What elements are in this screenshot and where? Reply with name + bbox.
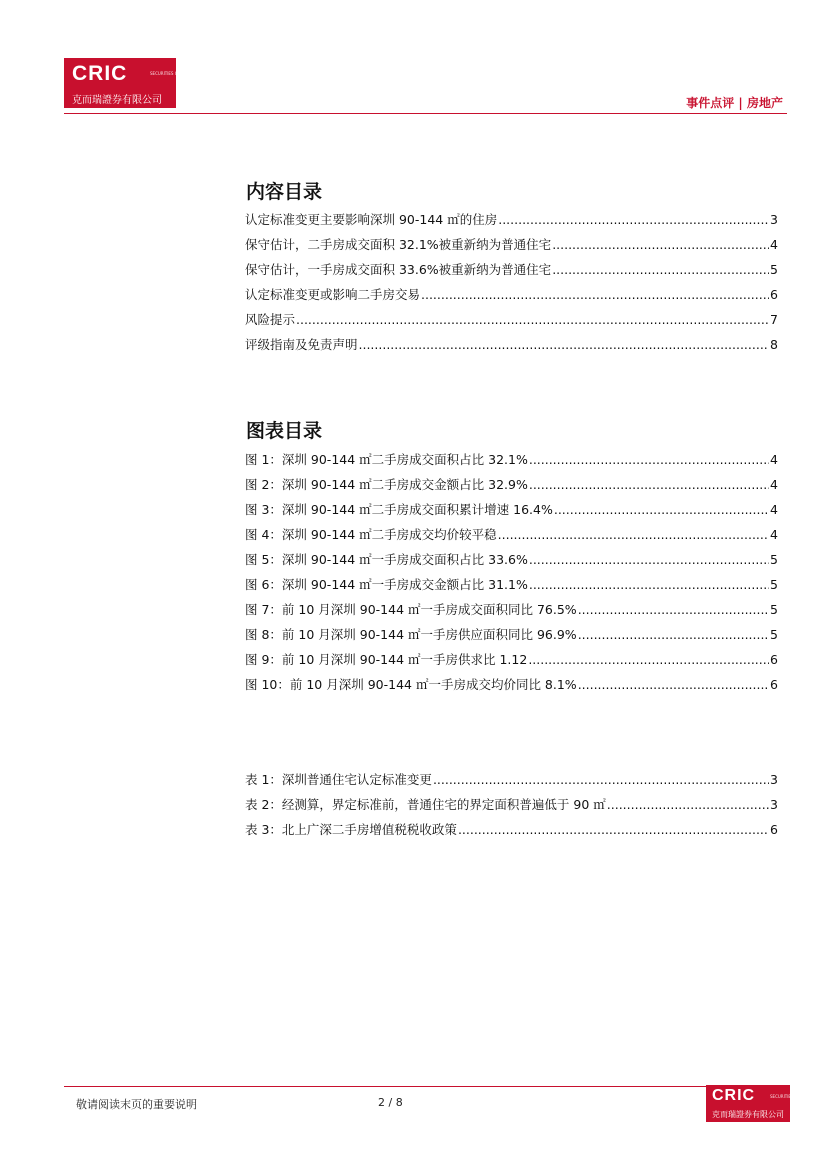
logo-subtext-en: SECURITIES CO.,LTD [150, 71, 191, 76]
figure-item-page: 5 [770, 627, 778, 642]
leader-dots [578, 602, 769, 617]
company-logo-footer [706, 1085, 811, 1122]
leader-dots [296, 312, 769, 327]
logo-text: CRIC [72, 62, 128, 85]
figure-item-page: 4 [770, 452, 778, 467]
toc-item[interactable] [245, 235, 778, 260]
leader-dots [433, 772, 769, 787]
figure-item[interactable] [245, 600, 778, 625]
figure-item-label: 图 7：前 10 月深圳 90-144 ㎡一手房成交面积同比 76.5% [245, 602, 577, 617]
figure-item[interactable] [245, 675, 778, 700]
leader-dots [529, 577, 769, 592]
toc-item-page: 5 [770, 262, 778, 277]
tables-list [245, 770, 778, 845]
table-item-label: 表 1：深圳普通住宅认定标准变更 [245, 772, 432, 787]
figures-title: 图表目录 [246, 420, 323, 442]
figure-item-label: 图 2：深圳 90-144 ㎡二手房成交金额占比 32.9% [245, 477, 528, 492]
figure-item[interactable] [245, 550, 778, 575]
table-item[interactable] [245, 795, 778, 820]
disclaimer-note: 敬请阅读末页的重要说明 [76, 1098, 197, 1111]
figure-item-label: 图 6：深圳 90-144 ㎡一手房成交金额占比 31.1% [245, 577, 528, 592]
company-logo [64, 58, 191, 108]
header-divider [64, 113, 787, 114]
toc-item-page: 7 [770, 312, 778, 327]
logo-subtext-en: SECURITIES CO.,LTD [770, 1094, 811, 1099]
leader-dots [578, 677, 769, 692]
leader-dots [458, 822, 769, 837]
toc-item-label: 评级指南及免责声明 [245, 337, 358, 352]
figure-item-page: 5 [770, 602, 778, 617]
logo-subtext: 克而瑞證券有限公司 [72, 95, 162, 106]
toc-item-page: 6 [770, 287, 778, 302]
toc-item-label: 风险提示 [245, 312, 296, 327]
figure-item[interactable] [245, 575, 778, 600]
toc-item-label: 认定标准变更或影响二手房交易 [245, 287, 421, 302]
figure-item-label: 图 3：深圳 90-144 ㎡二手房成交面积累计增速 16.4% [245, 502, 553, 517]
leader-dots [529, 552, 769, 567]
figure-item[interactable] [245, 450, 778, 475]
figure-item-page: 4 [770, 477, 778, 492]
table-item[interactable] [245, 820, 778, 845]
figure-item-label: 图 1：深圳 90-144 ㎡二手房成交面积占比 32.1% [245, 452, 528, 467]
figure-item[interactable] [245, 625, 778, 650]
contents-list [245, 210, 778, 360]
leader-dots [554, 502, 769, 517]
figure-item[interactable] [245, 500, 778, 525]
contents-title: 内容目录 [246, 181, 323, 203]
leader-dots [498, 212, 769, 227]
figure-item[interactable] [245, 525, 778, 550]
logo-subtext: 克而瑞證券有限公司 [712, 1110, 784, 1119]
leader-dots [528, 652, 769, 667]
figure-item-label: 图 9：前 10 月深圳 90-144 ㎡一手房供求比 1.12 [245, 652, 528, 667]
figure-item-page: 4 [770, 527, 778, 542]
leader-dots [578, 627, 769, 642]
figure-item-label: 图 10：前 10 月深圳 90-144 ㎡一手房成交均价同比 8.1% [245, 677, 577, 692]
toc-item[interactable] [245, 260, 778, 285]
toc-item-label: 认定标准变更主要影响深圳 90-144 ㎡的住房 [245, 212, 498, 227]
toc-item[interactable] [245, 335, 778, 360]
figure-item[interactable] [245, 475, 778, 500]
figure-item-page: 5 [770, 552, 778, 567]
figure-item-page: 6 [770, 652, 778, 667]
toc-item-page: 8 [770, 337, 778, 352]
leader-dots [421, 287, 769, 302]
logo-text: CRIC [712, 1087, 756, 1104]
table-item-page: 6 [770, 822, 778, 837]
table-item[interactable] [245, 770, 778, 795]
leader-dots [552, 237, 769, 252]
leader-dots [607, 797, 769, 812]
toc-item-page: 3 [770, 212, 778, 227]
page-number: 2 / 8 [378, 1096, 403, 1109]
toc-item-label: 保守估计，一手房成交面积 33.6%被重新纳为普通住宅 [245, 262, 552, 277]
figure-item-page: 4 [770, 502, 778, 517]
toc-item-label: 保守估计，二手房成交面积 32.1%被重新纳为普通住宅 [245, 237, 552, 252]
footer-divider [64, 1086, 787, 1087]
table-item-page: 3 [770, 797, 778, 812]
figure-item-page: 6 [770, 677, 778, 692]
toc-item-page: 4 [770, 237, 778, 252]
table-item-page: 3 [770, 772, 778, 787]
toc-item[interactable] [245, 210, 778, 235]
leader-dots [498, 527, 769, 542]
figure-item-label: 图 4：深圳 90-144 ㎡二手房成交均价较平稳 [245, 527, 497, 542]
report-type-tag: 事件点评 | 房地产 [686, 96, 783, 110]
toc-item[interactable] [245, 310, 778, 335]
toc-item[interactable] [245, 285, 778, 310]
figures-list [245, 450, 778, 700]
figure-item-label: 图 5：深圳 90-144 ㎡一手房成交面积占比 33.6% [245, 552, 528, 567]
table-item-label: 表 2：经测算，界定标准前，普通住宅的界定面积普遍低于 90 ㎡ [245, 797, 606, 812]
leader-dots [552, 262, 769, 277]
figure-item[interactable] [245, 650, 778, 675]
figure-item-page: 5 [770, 577, 778, 592]
leader-dots [359, 337, 770, 352]
table-item-label: 表 3：北上广深二手房增值税税收政策 [245, 822, 457, 837]
leader-dots [529, 452, 769, 467]
figure-item-label: 图 8：前 10 月深圳 90-144 ㎡一手房供应面积同比 96.9% [245, 627, 577, 642]
leader-dots [529, 477, 769, 492]
